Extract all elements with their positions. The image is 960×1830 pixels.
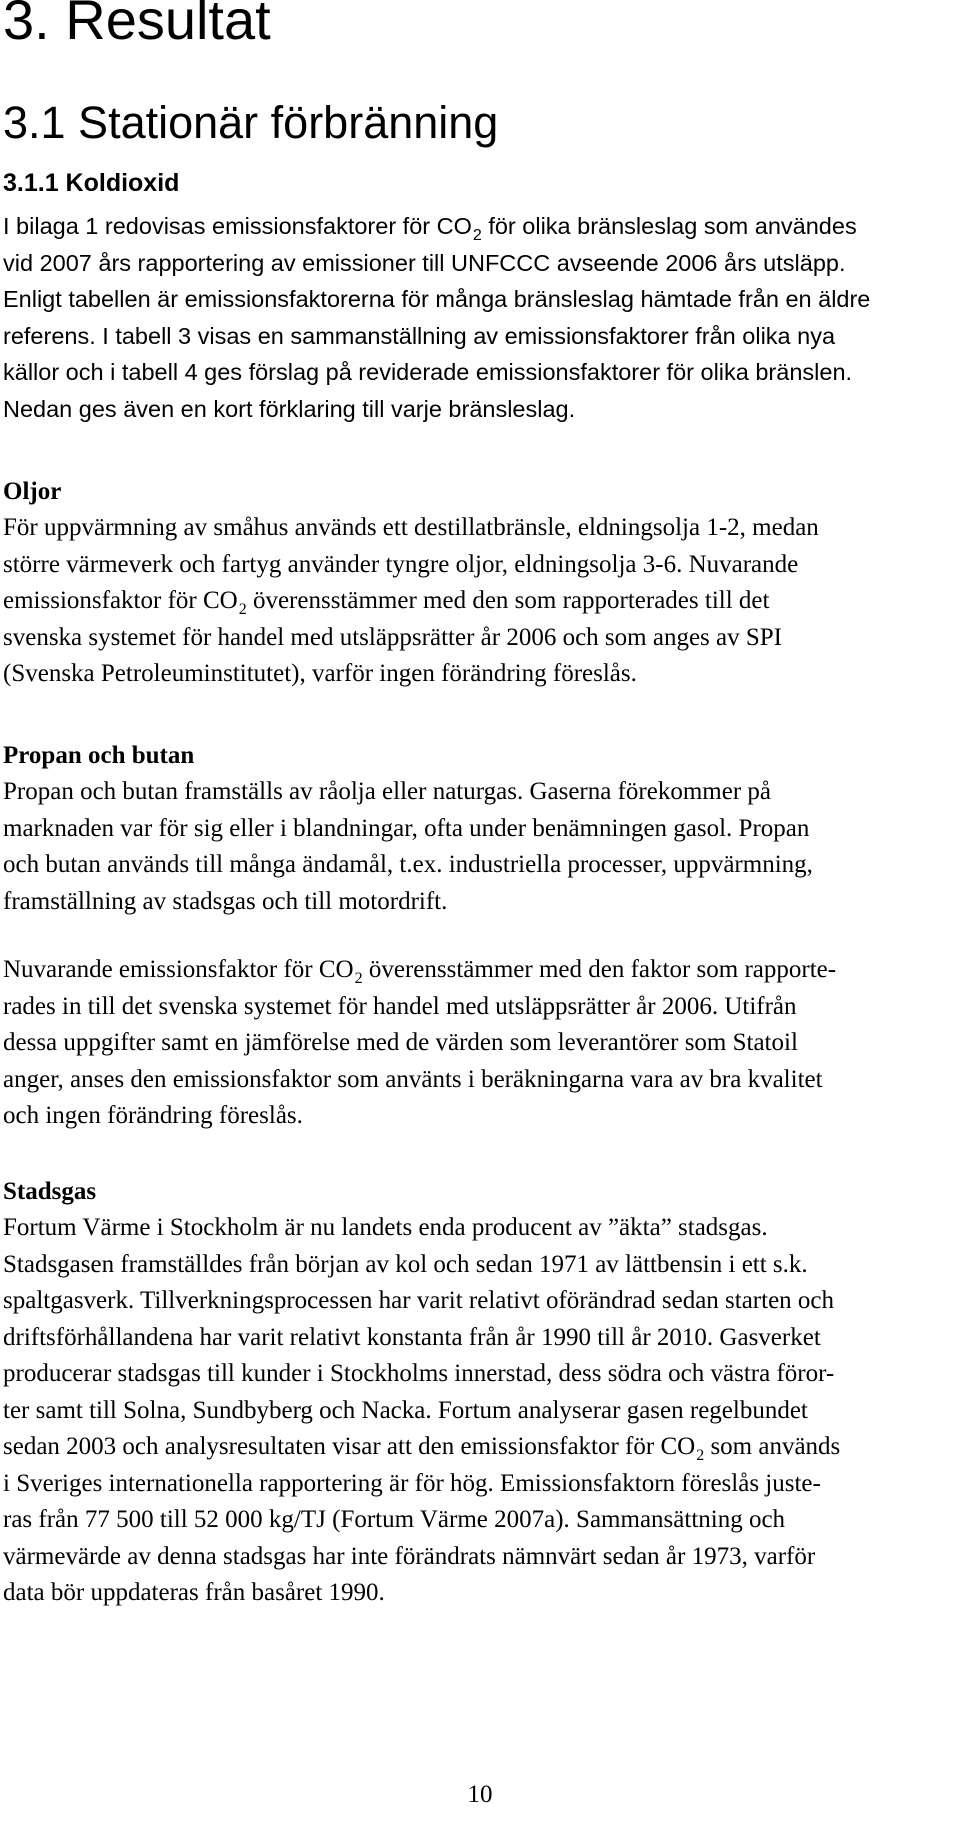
oljor-line: (Svenska Petroleuminstitutet), varför ingen förändring föreslås.: [3, 660, 637, 687]
propan-line: rades in till det svenska systemet för handel med utsläppsrätter år 2006. Utifrån: [3, 992, 797, 1020]
text-run: sedan 2003 och analysresultaten visar att den emissionsfaktor för CO: [3, 1433, 696, 1460]
section-title-stadsgas: Stadsgas: [3, 1178, 97, 1205]
stadsgas-line: spaltgasverk. Tillverkningsprocessen har varit relativt oförändrad sedan starten och: [3, 1287, 835, 1314]
propan-line: och ingen förändring föreslås.: [3, 1102, 303, 1129]
subscript: 2: [354, 970, 363, 987]
stadsgas-line: Stadsgasen framställdes från början av kol och sedan 1971 av lättbensin i ett s.k.: [3, 1250, 808, 1278]
text-run: Nuvarande emissionsfaktor för CO: [3, 956, 354, 983]
propan-paragraph-2: [3, 952, 953, 1135]
text-run: som används: [704, 1433, 841, 1460]
text-run: överensstämmer med den faktor som rapporte-: [362, 956, 837, 983]
page-number: 10: [467, 1781, 493, 1808]
oljor-paragraph: [3, 510, 953, 693]
propan-line: och butan används till många ändamål, t.ex. industriella processer, uppvärmning,: [3, 851, 813, 878]
heading-stationar-forbranning: 3.1 Stationär förbränning: [3, 97, 499, 148]
intro-line: vid 2007 års rapportering av emissioner till UNFCCC avseende 2006 års utsläpp.: [3, 249, 846, 276]
intro-paragraph: [3, 208, 953, 427]
text-run: för olika bränsleslag som användes: [481, 213, 857, 239]
subscript: 2: [238, 601, 247, 618]
propan-line: anger, anses den emissionsfaktor som använts i beräkningarna vara av bra kvalitet: [3, 1065, 823, 1093]
stadsgas-paragraph: [3, 1210, 953, 1612]
stadsgas-line: [3, 1429, 953, 1466]
intro-line: Enligt tabellen är emissionsfaktorerna för många bränsleslag hämtade från en äldre: [3, 286, 871, 312]
text-run: emissionsfaktor för CO: [3, 587, 238, 614]
subscript: 2: [472, 227, 482, 244]
stadsgas-line: Fortum Värme i Stockholm är nu landets enda producent av ”äkta” stadsgas.: [3, 1214, 768, 1241]
stadsgas-line: producerar stadsgas till kunder i Stockholms innerstad, dess södra och västra föror-: [3, 1360, 835, 1387]
intro-line: källor och i tabell 4 ges förslag på reviderade emissionsfaktorer för olika bränslen.: [3, 359, 853, 385]
heading-resultat: 3. Resultat: [3, 0, 271, 51]
intro-line: referens. I tabell 3 visas en sammanställning av emissionsfaktorer från olika nya: [3, 322, 836, 349]
stadsgas-line: driftsförhållandena har varit relativt konstanta från år 1990 till år 2010. Gasverket: [3, 1323, 821, 1351]
oljor-line: större värmeverk och fartyg använder tyngre oljor, eldningsolja 3-6. Nuvarande: [3, 550, 799, 578]
oljor-line: För uppvärmning av småhus används ett destillatbränsle, eldningsolja 1-2, medan: [3, 514, 819, 541]
oljor-line: [3, 583, 953, 620]
section-title-oljor: Oljor: [3, 478, 62, 505]
propan-paragraph-1: [3, 774, 953, 920]
stadsgas-line: data bör uppdateras från basåret 1990.: [3, 1579, 385, 1606]
intro-line: [3, 208, 953, 245]
text-run: I bilaga 1 redovisas emissionsfaktorer för CO: [3, 213, 472, 239]
stadsgas-line: ras från 77 500 till 52 000 kg/TJ (Fortum Värme 2007a). Sammansättning och: [3, 1506, 786, 1533]
intro-line: Nedan ges även en kort förklaring till varje bränsleslag.: [3, 395, 576, 422]
stadsgas-line: i Sveriges internationella rapportering är för hög. Emissionsfaktorn föreslås juste-: [3, 1469, 821, 1497]
stadsgas-line: värmevärde av denna stadsgas har inte förändrats nämnvärt sedan år 1973, varför: [3, 1542, 816, 1570]
propan-line: framställning av stadsgas och till motordrift.: [3, 887, 448, 915]
stadsgas-line: ter samt till Solna, Sundbyberg och Nacka. Fortum analyserar gasen regelbundet: [3, 1396, 808, 1424]
propan-line: dessa uppgifter samt en jämförelse med de värden som leverantörer som Statoil: [3, 1029, 798, 1056]
propan-line: [3, 952, 953, 989]
propan-line: Propan och butan framställs av råolja eller naturgas. Gaserna förekommer på: [3, 778, 772, 805]
section-title-propan-och-butan: Propan och butan: [3, 742, 195, 769]
oljor-line: svenska systemet för handel med utsläppsrätter år 2006 och som anges av SPI: [3, 623, 782, 651]
propan-line: marknaden var för sig eller i blandningar, ofta under benämningen gasol. Propan: [3, 814, 810, 842]
heading-koldioxid: 3.1.1 Koldioxid: [3, 169, 180, 197]
text-run: överensstämmer med den som rapporterades till det: [246, 587, 770, 614]
subscript: 2: [696, 1447, 705, 1464]
